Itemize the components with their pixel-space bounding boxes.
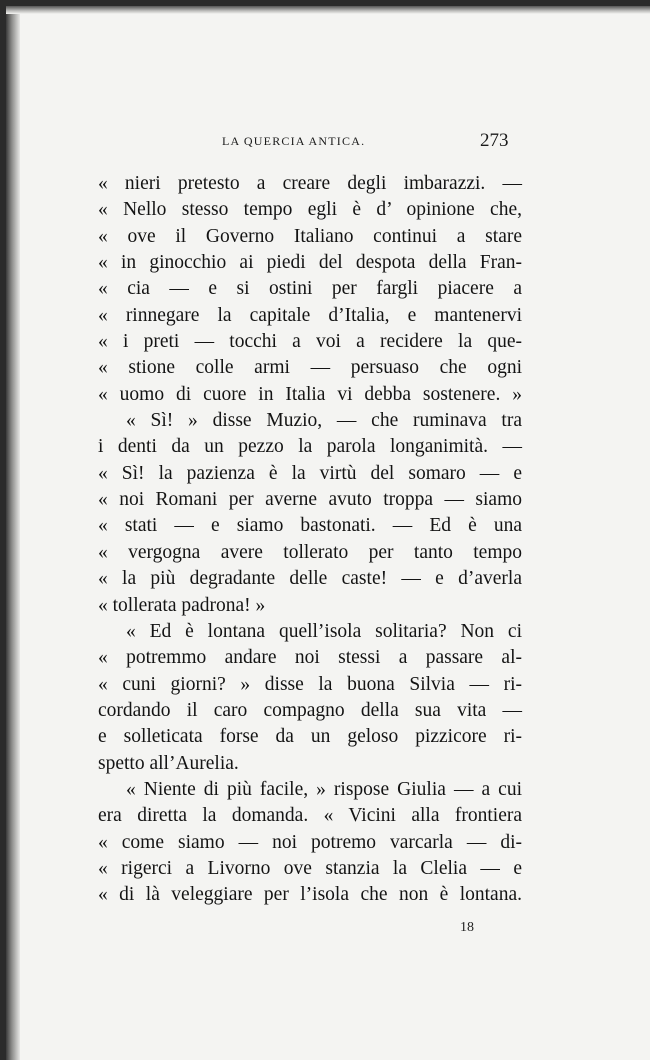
- text-line: i denti da un pezzo la parola longanimità. —: [98, 436, 522, 458]
- text-line: « nieri pretesto a creare degli imbarazzi. —: [98, 173, 522, 194]
- running-title: LA QUERCIA ANTICA.: [222, 134, 366, 148]
- text-line: « Ed è lontana quell’isola solitaria? Non ci: [126, 620, 522, 642]
- text-line: « in ginocchio ai piedi del despota della Fran-: [98, 252, 522, 274]
- text-line: « tollerata padrona! »: [98, 594, 266, 616]
- text-line: « stati — e siamo bastonati. — Ed è una: [98, 515, 522, 537]
- text-line: e solleticata forse da un geloso pizzicore ri-: [98, 726, 522, 748]
- text-line: « rinnegare la capitale d’Italia, e mantenervi: [98, 304, 522, 326]
- text-line: « vergogna avere tollerato per tanto tempo: [98, 541, 522, 563]
- text-line: « Sì! » disse Muzio, — che ruminava tra: [126, 410, 522, 432]
- text-line: spetto all’Aurelia.: [98, 752, 239, 774]
- page-number: 273: [480, 130, 509, 151]
- book-page: [6, 6, 650, 1060]
- text-line: « Sì! la pazienza è la virtù del somaro — e: [98, 462, 522, 484]
- text-line: « come siamo — noi potremo varcarla — di-: [98, 831, 522, 853]
- text-line: era diretta la domanda. « Vicini alla frontiera: [98, 805, 522, 827]
- text-line: « stione colle armi — persuaso che ogni: [98, 357, 522, 379]
- binding-edge: [6, 6, 20, 1060]
- text-line: « la più degradante delle caste! — e d’averla: [98, 568, 522, 590]
- text-line: « i preti — tocchi a voi a recidere la que-: [98, 331, 522, 353]
- page-top-edge: [6, 6, 650, 14]
- text-line: « Niente di più facile, » rispose Giulia — a cui: [126, 778, 522, 800]
- text-line: « di là veleggiare per l’isola che non è lontana.: [98, 884, 522, 906]
- text-line: « uomo di cuore in Italia vi debba sostenere. »: [98, 383, 522, 405]
- body-text: [98, 171, 522, 909]
- text-line: « rigerci a Livorno ove stanzia la Clelia — e: [98, 857, 522, 879]
- text-line: cordando il caro compagno della sua vita —: [98, 699, 522, 721]
- text-line: « noi Romani per averne avuto troppa — siamo: [98, 489, 522, 511]
- text-line: « ove il Governo Italiano continui a stare: [98, 225, 522, 247]
- text-line: « cia — e si ostini per fargli piacere a: [98, 278, 522, 300]
- text-line: « potremmo andare noi stessi a passare al-: [98, 647, 522, 669]
- text-line: « cuni giorni? » disse la buona Silvia — ri-: [98, 673, 522, 695]
- text-line: « Nello stesso tempo egli è d’ opinione che,: [98, 199, 522, 221]
- signature-mark: 18: [460, 920, 474, 935]
